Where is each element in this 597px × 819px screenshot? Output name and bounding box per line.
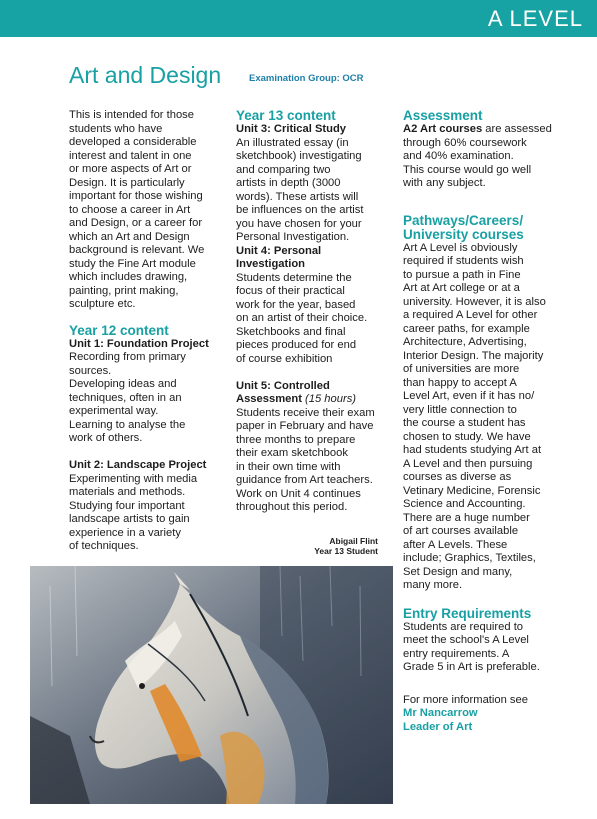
exam-group: Examination Group: OCR — [249, 73, 364, 84]
unit2-title: Unit 2: Landscape Project — [69, 459, 207, 471]
text-line: and comparing two — [236, 163, 331, 176]
page-title: Art and Design — [69, 62, 222, 88]
text-line: on an artist of their choice. — [236, 312, 368, 324]
text-line: Personal Investigation. — [236, 231, 350, 243]
text-line: This is intended for those — [69, 109, 194, 121]
text-line: very little connection to — [403, 403, 517, 416]
text-line: Sketchbooks and final — [236, 325, 346, 338]
text-line: important for those wishing — [69, 190, 203, 202]
text-line: or more aspects of Art or — [69, 163, 192, 175]
horse-painting — [30, 566, 393, 804]
text-line: with any subject. — [403, 177, 486, 189]
text-line: Recording from primary — [69, 351, 186, 363]
pathways-heading: Pathways/Careers/ — [403, 212, 524, 228]
year13-heading: Year 13 content — [236, 108, 336, 123]
text-line: Art A Level is obviously — [403, 241, 518, 254]
contact-line: For more information see — [403, 693, 528, 706]
text-line: An illustrated essay (in — [236, 136, 349, 149]
text-line: entry requirements. A — [403, 647, 510, 660]
text-line: background is relevant. We — [69, 244, 205, 256]
text-line: Art at Art college or at a — [403, 282, 520, 294]
unit4-title-cont: Investigation — [236, 258, 305, 270]
text-line: sketchbook) investigating — [236, 150, 362, 162]
text-line: which includes drawing, — [69, 271, 188, 283]
assessment-lead — [403, 123, 561, 137]
text-line: to pursue a path in Fine — [403, 268, 521, 281]
contact-name: Mr Nancarrow — [403, 707, 478, 719]
text-line: meet the school's A Level — [403, 634, 529, 646]
assessment-heading: Assessment — [403, 108, 483, 123]
text-line: required if students wish — [403, 255, 524, 267]
text-line: and Design, or a career for — [69, 217, 203, 229]
text-line: experimental way. — [69, 405, 159, 417]
text-line: their exam sketchbook — [236, 447, 348, 459]
text-line: focus of their practical — [236, 285, 345, 297]
unit5-title: Unit 5: Controlled — [236, 379, 330, 392]
unit5-title-cont — [236, 393, 394, 407]
text-line: study the Fine Art module — [69, 257, 196, 270]
text-line: Students are required to — [403, 620, 524, 633]
text-line: courses as diverse as — [403, 471, 512, 483]
text-line: and 40% examination. — [403, 150, 514, 162]
text-line: experience in a variety — [69, 526, 181, 539]
text-line: pieces produced for end — [236, 339, 357, 351]
text-line: Experimenting with media — [69, 472, 198, 485]
text-line: the course a student has — [403, 417, 526, 429]
horse-painting-image — [30, 566, 393, 804]
text-line: painting, print making, — [69, 284, 179, 297]
text-line: landscape artists to gain — [69, 513, 190, 525]
text-line: There are a huge number — [403, 511, 530, 524]
text-line: Learning to analyse the — [69, 418, 186, 431]
text-line: Students determine the — [236, 271, 352, 284]
text-line: interest and talent in one — [69, 149, 192, 162]
text-line: Studying four important — [69, 499, 185, 512]
header-bar — [0, 0, 597, 37]
unit3-title: Unit 3: Critical Study — [236, 123, 347, 135]
pathways-heading-cont: University courses — [403, 226, 524, 242]
text-line: three months to prepare — [236, 433, 356, 446]
text-line: of techniques. — [69, 540, 139, 552]
unit5-assessment-label: Assessment — [236, 393, 302, 405]
text-line: materials and methods. — [69, 486, 186, 498]
text-line: of art courses available — [403, 525, 519, 537]
text-line: Vetinary Medicine, Forensic — [403, 484, 541, 497]
text-line: techniques, often in an — [69, 391, 182, 404]
text-line: Architecture, Advertising, — [403, 336, 527, 348]
text-line: developed a considerable — [69, 136, 197, 148]
text-line: Work on Unit 4 continues — [236, 487, 361, 500]
artist-year: Year 13 Student — [314, 546, 378, 556]
text-line: Design. It is particularly — [69, 176, 185, 189]
text-line: be influences on the artist — [236, 204, 364, 216]
text-line: artists in depth (3000 — [236, 177, 341, 189]
text-line: Developing ideas and — [69, 378, 177, 390]
assessment-lead-rest: are assessed — [482, 123, 552, 135]
intro-text — [69, 109, 219, 312]
text-line: Students receive their exam — [236, 406, 375, 419]
unit4-title: Unit 4: Personal — [236, 244, 322, 257]
text-line: of universities are more — [403, 363, 520, 375]
text-line: of course exhibition — [236, 352, 333, 365]
text-line: you have chosen for your — [236, 217, 362, 230]
text-line: throughout this period. — [236, 501, 348, 513]
text-line: sources. — [69, 364, 112, 377]
text-line: in their own time with — [236, 460, 341, 473]
text-line: include; Graphics, Textiles, — [403, 552, 536, 564]
text-line: university. However, it is also — [403, 295, 546, 308]
text-line: students who have — [69, 122, 163, 135]
text-line: work of others. — [69, 432, 143, 444]
column-middle — [236, 109, 394, 515]
text-line: words). These artists will — [236, 190, 359, 203]
text-line: had students studying Art at — [403, 444, 542, 456]
text-line: Level Art, even if it has no/ — [403, 390, 535, 402]
text-line: This course would go well — [403, 163, 532, 176]
text-line: a required A Level for other — [403, 309, 538, 321]
text-line: after A Levels. These — [403, 538, 508, 551]
column-right — [403, 109, 561, 734]
text-line: paper in February and have — [236, 420, 374, 432]
column-left — [69, 109, 219, 554]
text-line: Science and Accounting. — [403, 498, 526, 510]
text-line: Set Design and many, — [403, 565, 513, 578]
assessment-lead-bold: A2 Art courses — [403, 123, 483, 135]
text-line: chosen to study. We have — [403, 430, 531, 443]
artist-name: Abigail Flint — [329, 536, 378, 546]
text-line: many more. — [403, 579, 463, 591]
entry-heading: Entry Requirements — [403, 605, 532, 621]
text-line: through 60% coursework — [403, 136, 527, 149]
unit1-title: Unit 1: Foundation Project — [69, 337, 209, 350]
text-line: Interior Design. The majority — [403, 349, 544, 362]
unit5-hours: (15 hours) — [305, 393, 357, 405]
text-line: than happy to accept A — [403, 376, 517, 389]
text-line: Grade 5 in Art is preferable. — [403, 661, 540, 673]
text-line: guidance from Art teachers. — [236, 474, 373, 486]
text-line: A Level and then pursuing — [403, 457, 533, 470]
text-line: work for the year, based — [236, 298, 356, 311]
text-line: career paths, for example — [403, 322, 530, 335]
level-label: A LEVEL — [487, 6, 583, 31]
year12-heading: Year 12 content — [69, 322, 169, 338]
text-line: to choose a career in Art — [69, 203, 191, 216]
text-line: which an Art and Design — [69, 230, 190, 243]
contact-role: Leader of Art — [403, 720, 473, 733]
text-line: sculpture etc. — [69, 298, 136, 310]
artwork-credit — [314, 536, 378, 556]
